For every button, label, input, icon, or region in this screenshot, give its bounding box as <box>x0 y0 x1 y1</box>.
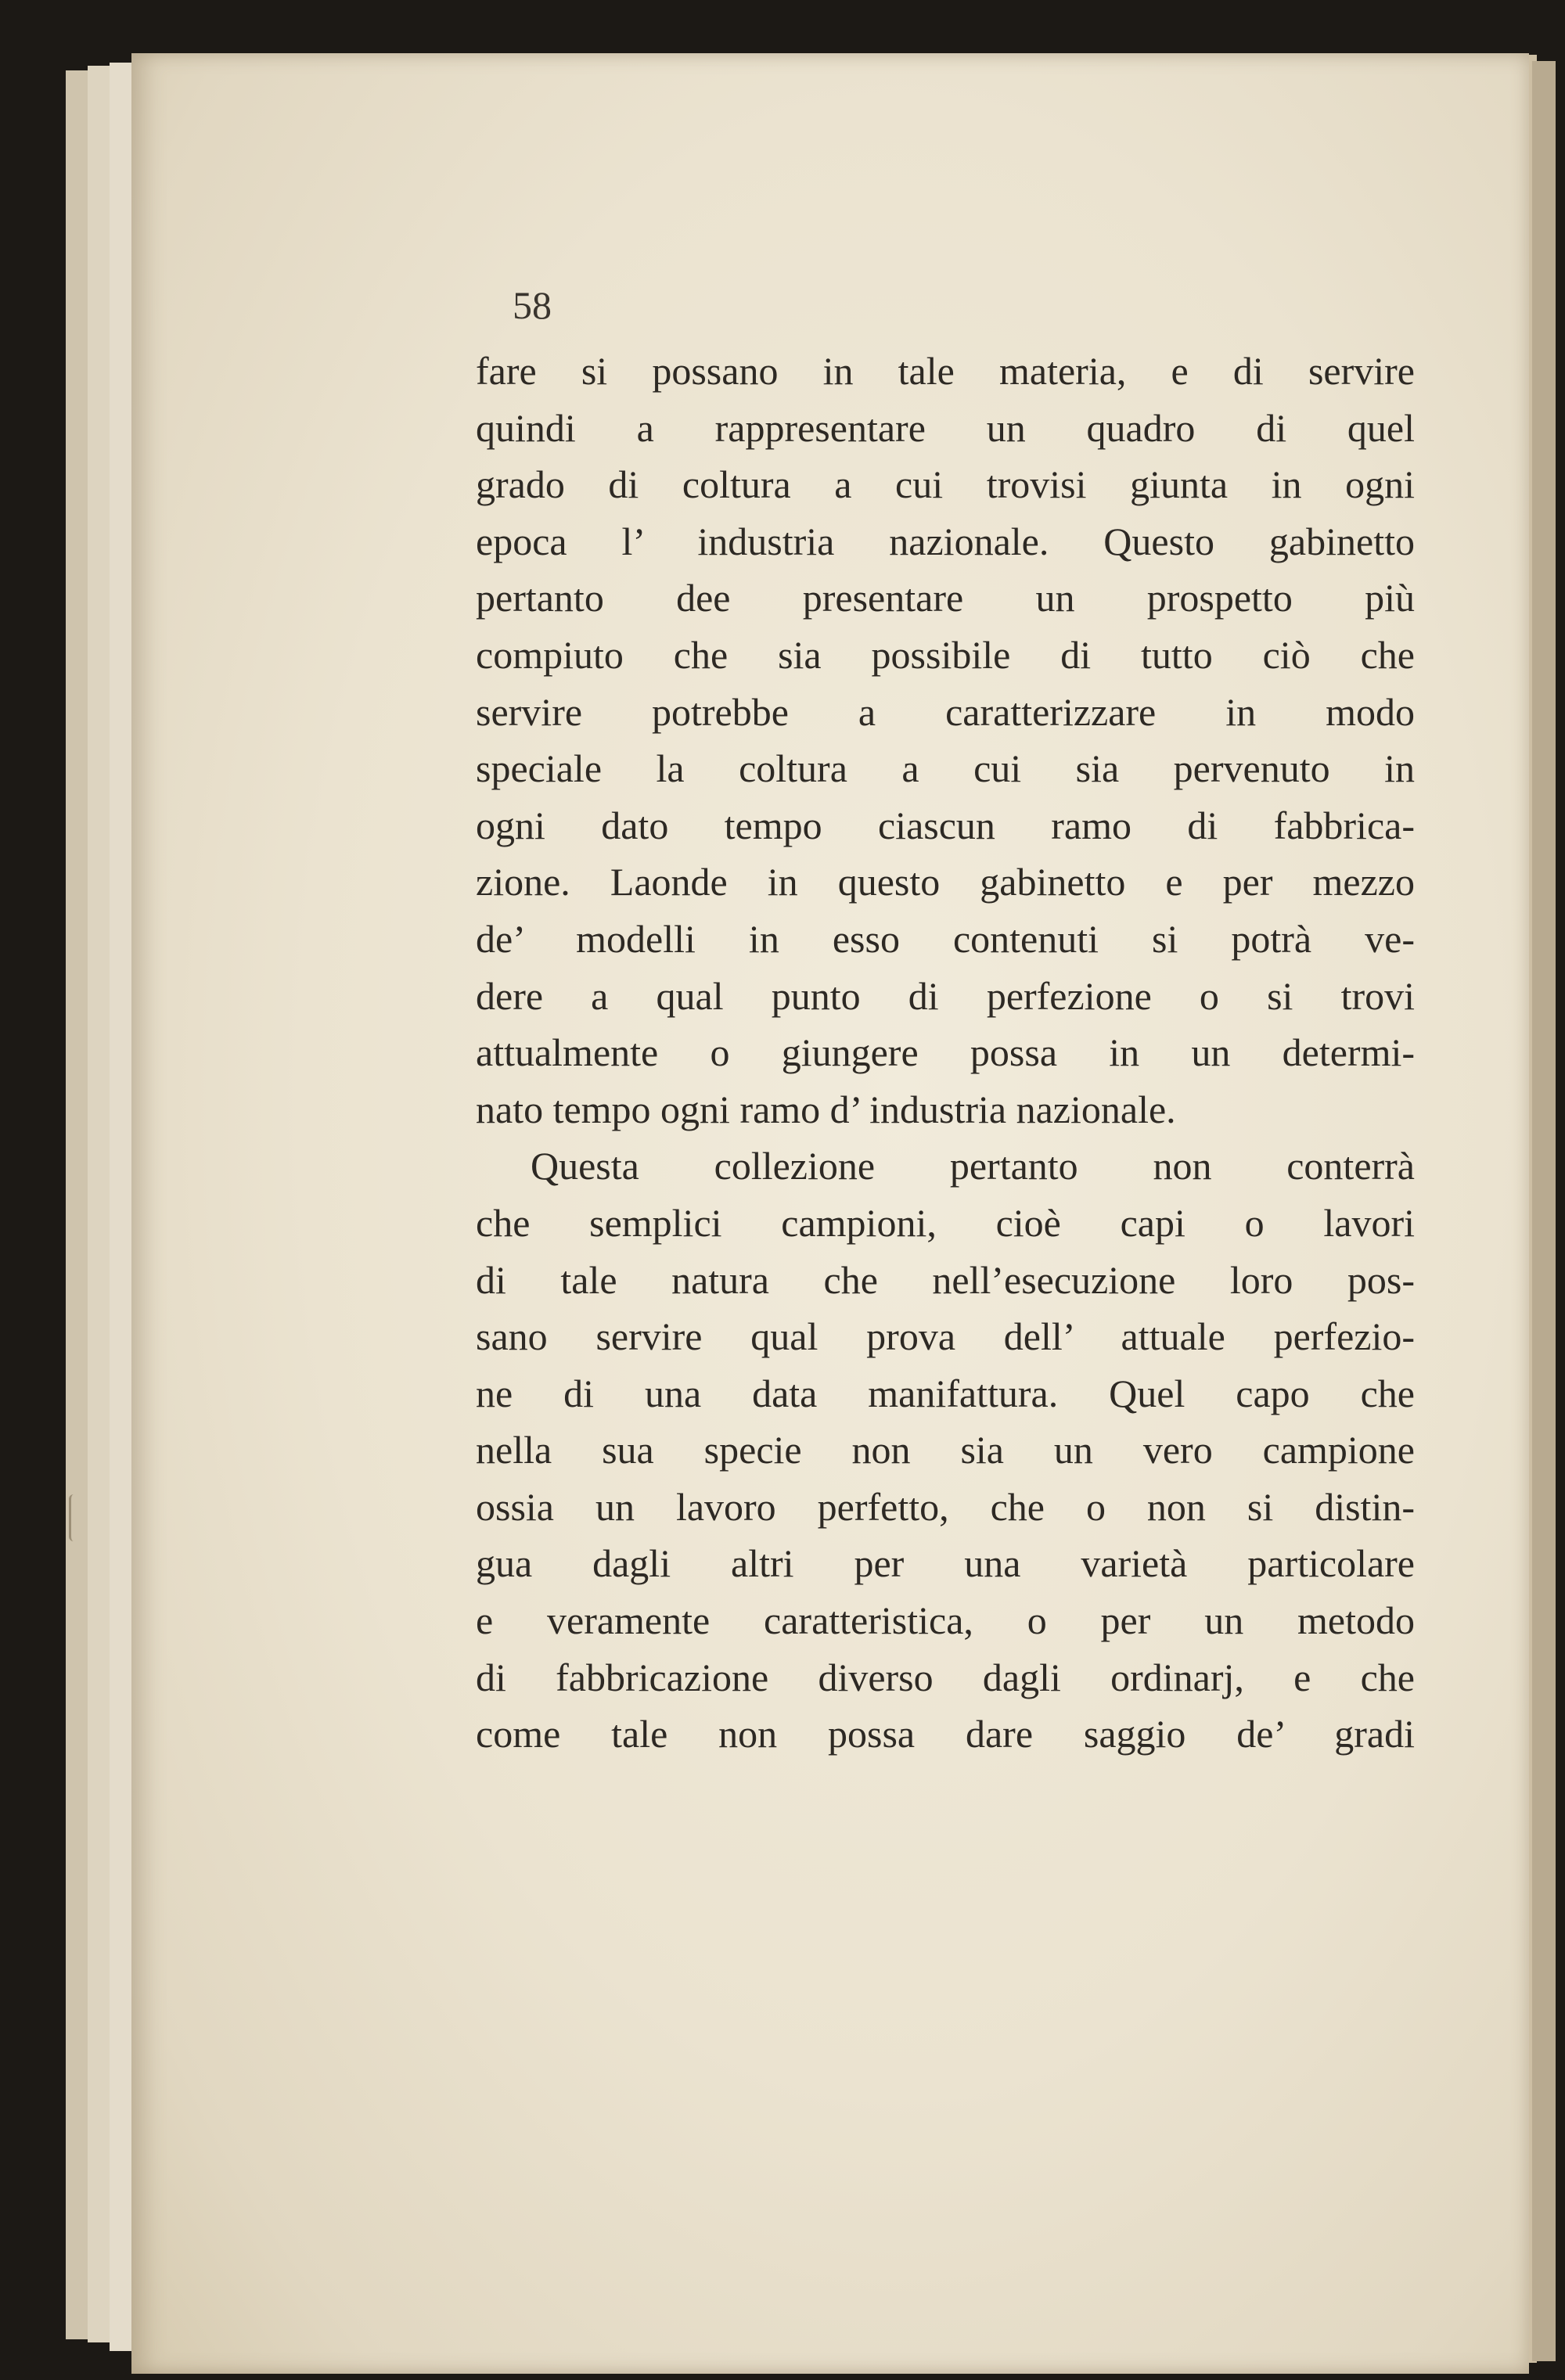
text-line: attualmente o giungere possa in un determi- <box>476 1030 1415 1075</box>
text-line: pertanto dee presentare un prospetto più <box>476 576 1415 620</box>
text-line: e veramente caratteristica, o per un metodo <box>476 1598 1415 1643</box>
text-line: ne di una data manifattura. Quel capo che <box>476 1371 1415 1415</box>
text-line: nella sua specie non sia un vero campione <box>476 1428 1415 1472</box>
text-line: zione. Laonde in questo gabinetto e per mezzo <box>476 860 1415 904</box>
text-line: ogni dato tempo ciascun ramo di fabbrica- <box>476 803 1415 847</box>
text-line: ossia un lavoro perfetto, che o non si distin- <box>476 1484 1415 1529</box>
text-line: sano servire qual prova dell’ attuale perfezio- <box>476 1314 1415 1359</box>
text-line: compiuto che sia possibile di tutto ciò che <box>476 632 1415 677</box>
text-line: di tale natura che nell’esecuzione loro pos- <box>476 1257 1415 1302</box>
paragraph-start-line: Questa collezione pertanto non conterrà <box>531 1144 1415 1188</box>
text-line: nato tempo ogni ramo d’ industria nazionale. <box>476 1087 1176 1131</box>
text-line: come tale non possa dare saggio de’ gradi <box>476 1712 1415 1756</box>
page-number: 58 <box>513 283 552 327</box>
page-edge-right <box>1532 61 1556 2361</box>
text-line: quindi a rappresentare un quadro di quel <box>476 405 1415 450</box>
text-line: che semplici campioni, cioè capi o lavori <box>476 1200 1415 1245</box>
text-line: grado di coltura a cui trovisi giunta in ogni <box>476 462 1415 507</box>
text-line: servire potrebbe a caratterizzare in modo <box>476 689 1415 734</box>
body-text <box>476 343 1415 1763</box>
text-line: epoca l’ industria nazionale. Questo gabinetto <box>476 519 1415 563</box>
book-page <box>131 53 1529 2374</box>
text-line: de’ modelli in esso contenuti si potrà ve- <box>476 916 1415 961</box>
text-line: speciale la coltura a cui sia pervenuto in <box>476 746 1415 791</box>
text-line: di fabbricazione diverso dagli ordinarj, e che <box>476 1655 1415 1699</box>
binding-thread-mark <box>69 1494 82 1541</box>
text-line: fare si possano in tale materia, e di servire <box>476 349 1415 393</box>
text-line: dere a qual punto di perfezione o si trovi <box>476 973 1415 1018</box>
text-line: gua dagli altri per una varietà particolare <box>476 1541 1415 1586</box>
